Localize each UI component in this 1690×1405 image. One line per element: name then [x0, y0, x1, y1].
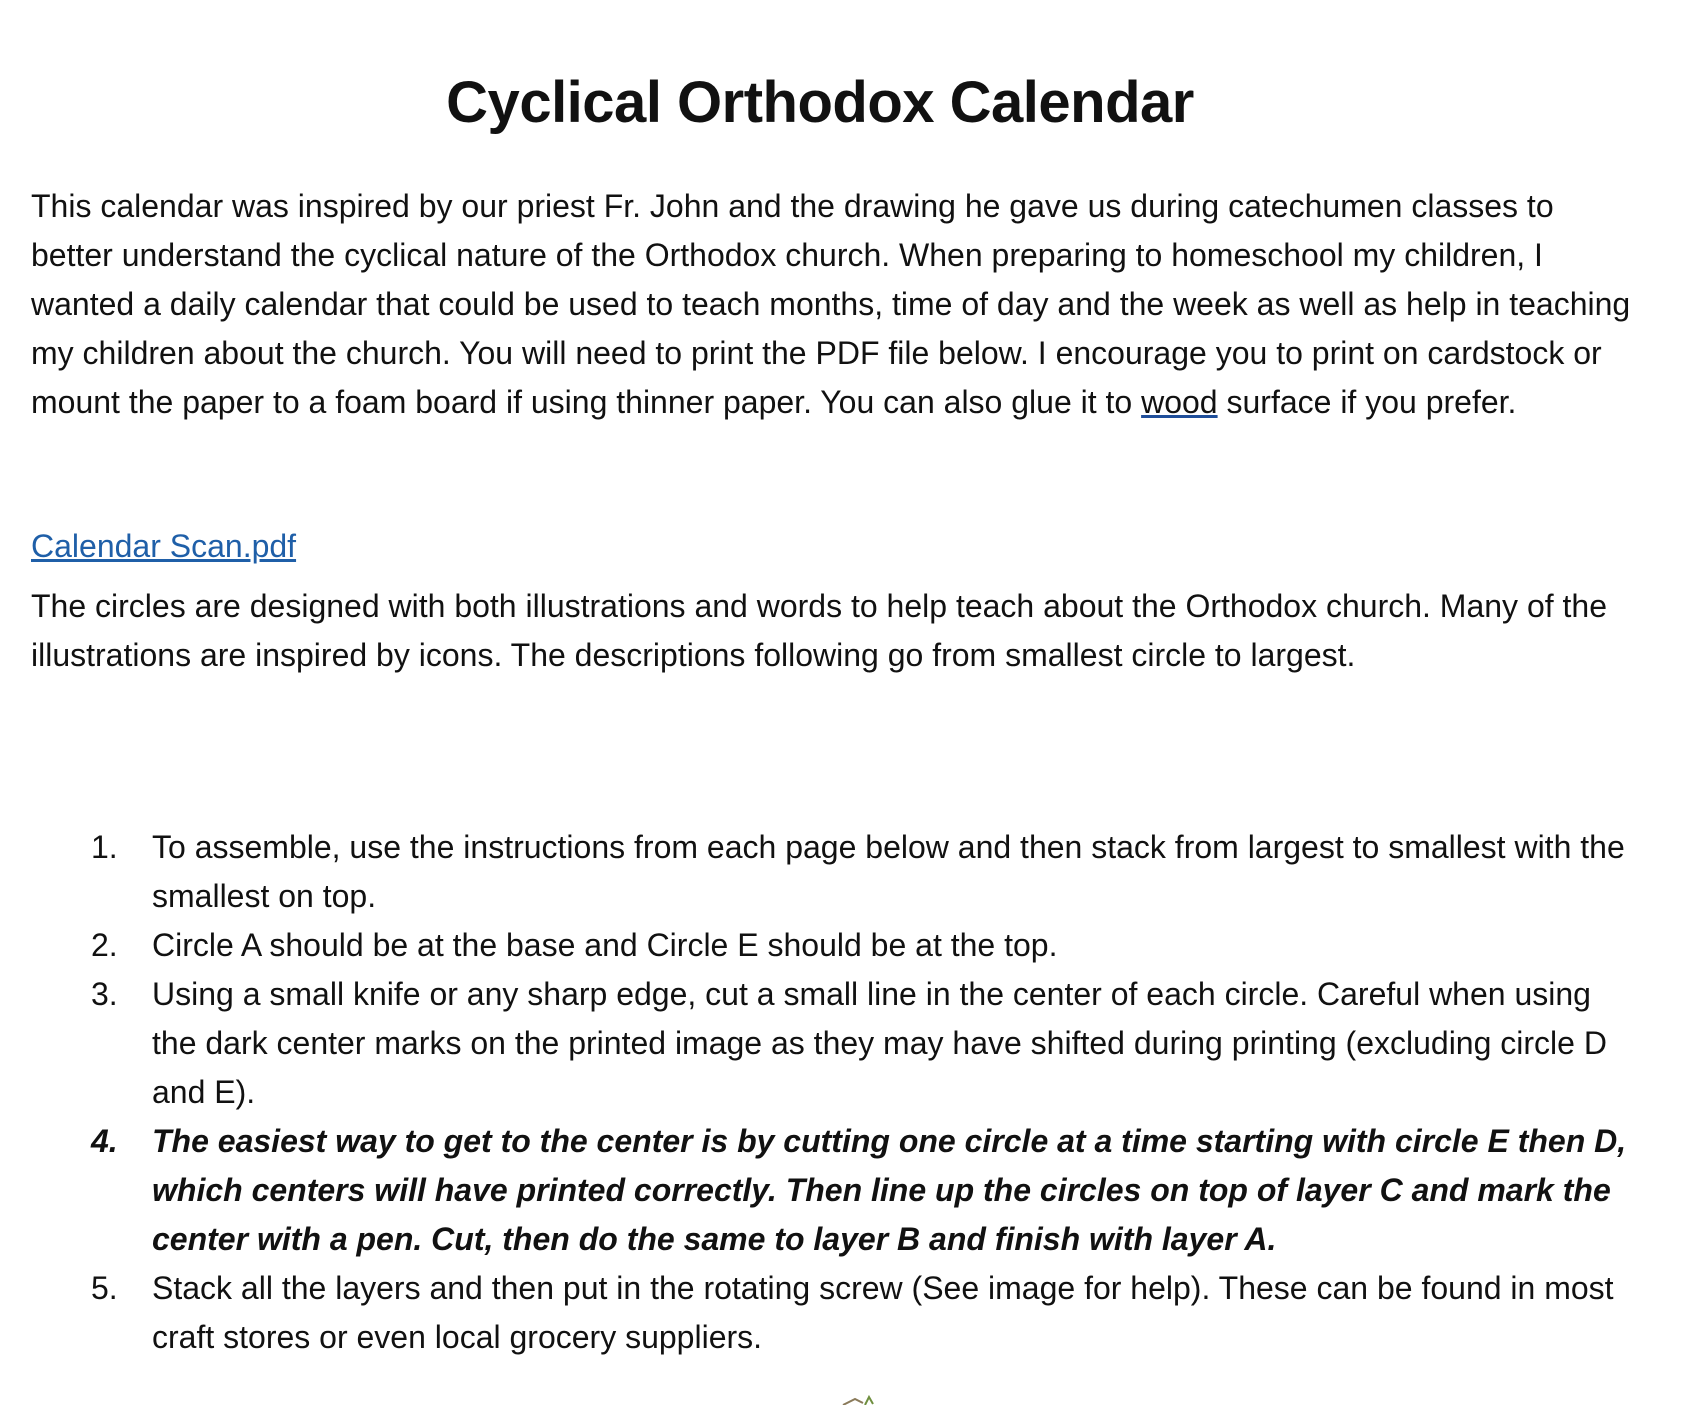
step-text: Stack all the layers and then put in the rotating screw (See image for help). These can be found in most craft stores or even local grocery suppliers.	[152, 1270, 1614, 1355]
step-number: 1.	[91, 829, 118, 865]
list-item	[31, 823, 1641, 921]
step-number: 4.	[91, 1123, 118, 1159]
list-item	[31, 921, 1641, 970]
step-text: To assemble, use the instructions from each page below and then stack from largest to smallest with the smallest on top.	[152, 829, 1625, 914]
intro-paragraph	[31, 182, 1641, 427]
list-item	[31, 1264, 1641, 1362]
step-number: 5.	[91, 1270, 118, 1306]
step-number: 2.	[91, 927, 118, 963]
intro-text-before: This calendar was inspired by our priest Fr. John and the drawing he gave us during catechumen classes to better understand the cyclical nature of the Orthodox church. When preparing to homeschool my children, I wanted a daily calendar that could be used to teach months, time of day and the week as well as help in teaching my children about the church. You will need to print the PDF file below. I encourage you to print on cardstock or mount the paper to a foam board if using thinner paper. You can also glue it to	[31, 188, 1631, 420]
step-text: Circle A should be at the base and Circle E should be at the top.	[152, 927, 1058, 963]
calendar-image-icon	[835, 1395, 895, 1405]
step-text: The easiest way to get to the center is by cutting one circle at a time starting with circle E then D, which centers will have printed correctly. Then line up the circles on top of layer C and mark the center with a pen. Cut, then do the same to layer B and finish with layer A.	[152, 1123, 1627, 1257]
list-item	[31, 970, 1641, 1117]
step-number: 3.	[91, 976, 118, 1012]
circles-paragraph: The circles are designed with both illustrations and words to help teach about the Orthodox church. Many of the illustrations are inspired by icons. The descriptions following go from smallest circle to largest.	[31, 588, 1607, 673]
calendar-scan-pdf-link[interactable]: Calendar Scan.pdf	[31, 528, 297, 564]
pdf-link-paragraph	[31, 522, 1641, 571]
intro-text-after: surface if you prefer.	[1217, 384, 1517, 420]
wood-underlined-word: wood	[1141, 384, 1218, 420]
assembly-steps-list	[31, 823, 1641, 1362]
page-title: Cyclical Orthodox Calendar	[446, 70, 1194, 135]
list-item	[31, 1117, 1641, 1264]
step-text: Using a small knife or any sharp edge, cut a small line in the center of each circle. Careful when using the dark center marks on the printed image as they may have shifted during printing (excluding circle D and E).	[152, 976, 1607, 1110]
